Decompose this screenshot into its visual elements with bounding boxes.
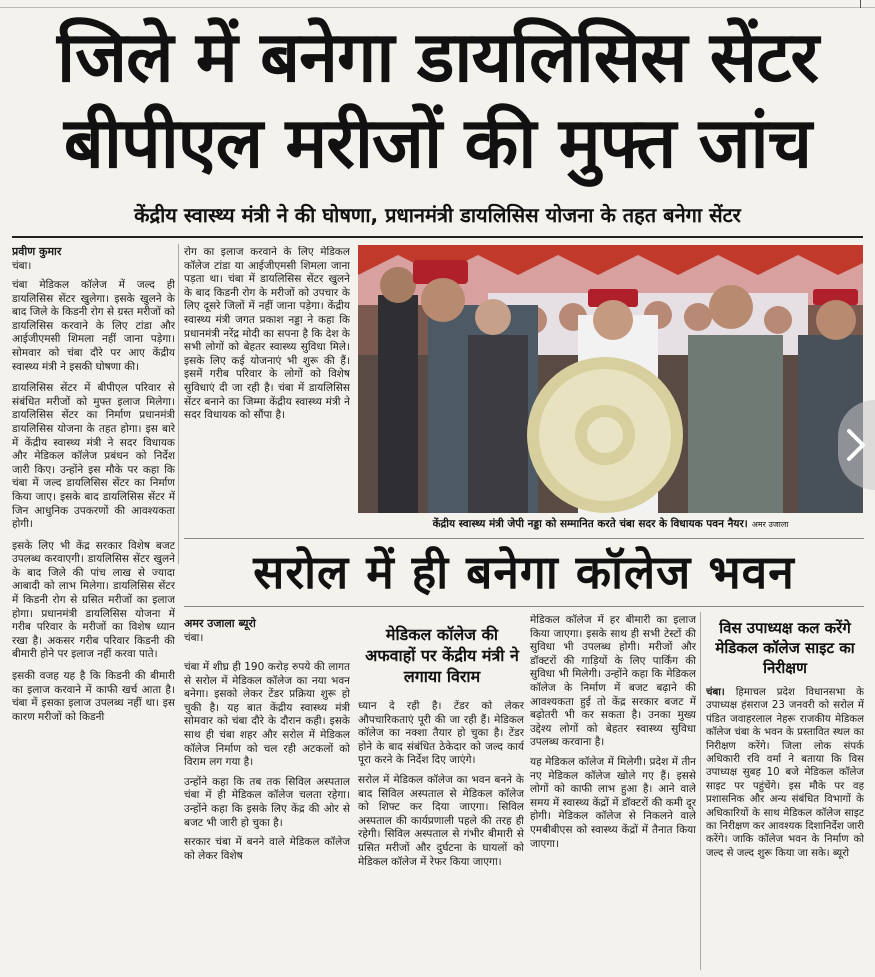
story1-paragraph: इसकी वजह यह है कि किडनी की बीमारी का इलाज करवाने में काफी खर्च आता है। चंबा में इसका इलाज उपलब्ध नहीं था। इस कारण मरीजों को किडनी bbox=[12, 670, 175, 723]
story2-paragraph: ध्यान दे रही है। टेंडर को लेकर औपचारिकताएं पूरी की जा रही हैं। मेडिकल कॉलेज का नक्शा तैयार हो चुका है। टेंडर होने के बाद संबंधित ठेकेदार को जल्द कार्य पूरा करने के निर्देश दिए जाएंगे। bbox=[358, 700, 524, 767]
story2-author: अमर उजाला ब्यूरो bbox=[184, 617, 256, 630]
column-divider bbox=[178, 244, 179, 564]
column-divider bbox=[700, 612, 701, 970]
story1-paragraph: चंबा मेडिकल कॉलेज में जल्द ही डायलिसिस सेंटर खुलेगा। इसके खुलने के बाद जिले के किडनी रोग से ग्रस्त मरीजों को डायलिसिस करवाने के लिए टांडा और आईजीएमसी शिमला नहीं जाना पड़ेगा। सोमवार को चंबा दौरे पर आए केंद्रीय स्वास्थ्य मंत्री ने इसकी घोषणा की। bbox=[12, 279, 175, 373]
story3-paragraph: हिमाचल प्रदेश विधानसभा के उपाध्यक्ष हंसराज 23 जनवरी को सरोल में पंडित जवाहरलाल नेहरू राजकीय मेडिकल कॉलेज चंबा के भवन के प्रस्तावित स्थल का निरीक्षण करेंगे। जिला लोक संपर्क अधिकारी रवि वर्मा ने बताया कि विस उपाध्यक्ष सुबह 10 बजे मेडिकल कॉलेज साइट पर पहुंचेंगे। इस मौके पर वह प्रशासनिक और अन्य संबंधित विभागों के अधिकारियों के साथ मेडिकल कॉलेज साइट का निरीक्षण कर आवश्यक दिशानिर्देश जारी करेंगे। जाकि कॉलेज भवन के निर्माण को जल्द से जल्द शुरू किया जा सके। ब्यूरो bbox=[706, 687, 864, 859]
divider bbox=[12, 236, 863, 238]
story1-paragraph: इसके लिए भी केंद्र सरकार विशेष बजट उपलब्ध करवाएगी। डायलिसिस सेंटर खुलने के बाद जिले की पांच लाख से ज्यादा आबादी को लाभ मिलेगा। डायलिसिस सेंटर में किडनी रोग से ग्रसित मरीजों का इलाज होगा। प्रधानमंत्री डायलिसिस योजना में गरीब परिवार के मरीजों का विशेष ध्यान रखा है। अकसर गरीब परिवार किडनी की बीमारी होने पर इलाज नहीं करवा पाते। bbox=[12, 539, 175, 661]
photo-credit: अमर उजाला bbox=[751, 520, 789, 529]
divider bbox=[184, 538, 864, 539]
corner-mark bbox=[860, 0, 861, 8]
event-photo bbox=[358, 245, 863, 513]
story2-paragraph: सरोल में मेडिकल कॉलेज का भवन बनने के बाद सिविल अस्पताल से मेडिकल कॉलेज को शिफ्ट कर दिया जाएगा। सिविल अस्पताल की कार्यप्रणाली पहले की तरह ही रहेगी। सिविल अस्पताल से गंभीर बीमारी से ग्रसित मरीजों और दुर्घटना के घायलों को मेडिकल कॉलेज में रेफर किया जाएगा। bbox=[358, 773, 524, 868]
story1-column2 bbox=[184, 246, 350, 536]
story2-place: चंबा। bbox=[184, 632, 204, 644]
story1-place: चंबा। bbox=[12, 260, 32, 272]
photo-illustration bbox=[358, 245, 863, 513]
divider bbox=[184, 606, 864, 607]
story1-paragraph: रोग का इलाज करवाने के लिए मेडिकल कॉलेज टांडा या आईजीएमसी शिमला जाना पड़ता था। चंबा में डायलिसिस सेंटर खुलने के बाद किडनी रोग के मरीजों को उपचार के लिए दूसरे जिलों में नहीं जाना पड़ेगा। केंद्रीय स्वास्थ्य मंत्री जगत प्रकाश नड्डा ने कहा कि प्रधानमंत्री नरेंद्र मोदी का सपना है कि देश के सभी लोगों को बेहतर स्वास्थ्य सुविधा मिले। इसके लिए कई योजनाएं भी शुरू की हैं। इसमें गरीब परिवार के लोगों को विशेष सुविधाएं दी जा रही है। चंबा में डायलिसिस सेंटर बनाने का जिम्मा केंद्रीय स्वास्थ्य मंत्री ने सदर विधायक को सौंपा है। bbox=[184, 246, 350, 422]
story2-box-headline: मेडिकल कॉलेज की अफवाहों पर केंद्रीय मंत्री ने लगाया विराम bbox=[365, 625, 519, 686]
main-headline-line2: बीपीएल मरीजों की मुफ्त जांच bbox=[63, 102, 812, 184]
caption-text: केंद्रीय स्वास्थ्य मंत्री जेपी नड्डा को सम्मानित करते चंबा सदर के विधायक पवन नैयर। bbox=[432, 518, 748, 530]
story3-place: चंबा। bbox=[706, 687, 725, 698]
story2-column2 bbox=[358, 700, 524, 972]
sub-headline: केंद्रीय स्वास्थ्य मंत्री ने की घोषणा, प्रधानमंत्री डायलिसिस योजना के तहत बनेगा सेंटर bbox=[134, 203, 741, 227]
story2-paragraph: सरकार चंबा में बनने वाले मेडिकल कॉलेज को लेकर विशेष bbox=[184, 836, 350, 862]
story1-column1 bbox=[12, 244, 175, 970]
photo-caption bbox=[358, 514, 863, 534]
top-border bbox=[0, 0, 875, 8]
story3-headline: विस उपाध्यक्ष कल करेंगे मेडिकल कॉलेज साइट का निरीक्षण bbox=[715, 619, 855, 677]
story3-body bbox=[706, 686, 864, 972]
story2-paragraph: चंबा में शीघ्र ही 190 करोड़ रुपये की लागत से सरोल में मेडिकल कॉलेज का नया भवन बनेगा। इसको लेकर टेंडर प्रक्रिया शुरू हो चुकी है। यह बात केंद्रीय स्वास्थ्य मंत्री सोमवार को चंबा दौरे के दौरान कही। इसके साथ ही चंबा शहर और सरोल में मेडिकल कॉलेज निर्माण को चल रही अटकलों को विराम लग गया है। bbox=[184, 661, 350, 769]
story2-column1 bbox=[184, 616, 350, 972]
main-headline-line1: जिले में बनेगा डायलिसिस सेंटर bbox=[57, 16, 818, 98]
chevron-right-icon bbox=[844, 428, 868, 462]
story2-headline: सरोल में ही बनेगा कॉलेज भवन bbox=[253, 545, 795, 599]
story2-column3 bbox=[530, 614, 696, 972]
story2-paragraph: उन्होंने कहा कि तब तक सिविल अस्पताल चंबा में ही मेडिकल कॉलेज चलता रहेगा। उन्होंने कहा कि इसके लिए केंद्र की ओर से बजट भी जारी हो चुका है। bbox=[184, 775, 350, 829]
story1-author: प्रवीण कुमार bbox=[12, 245, 62, 258]
story2-paragraph: यह मेडिकल कॉलेज में मिलेगी। प्रदेश में तीन नए मेडिकल कॉलेज खोले गए हैं। इससे लोगों को काफी लाभ हुआ है। आने वाले समय में स्वास्थ्य केंद्रों में डॉक्टरों की कमी दूर होगी। मेडिकल कॉलेज से निकलने वाले एमबीबीएस को स्वास्थ्य केंद्रों में तैनात किया जाएगा। bbox=[530, 755, 696, 850]
story1-paragraph: डायलिसिस सेंटर में बीपीएल परिवार से संबंधित मरीजों को मुफ्त इलाज मिलेगा। डायलिसिस सेंटर का निर्माण प्रधानमंत्री डायलिसिस योजना के तहत होगा। इस बारे में केंद्रीय स्वास्थ्य मंत्री ने सदर विधायक और मेडिकल कॉलेज प्रबंधन को निर्देश जारी किए। उन्होंने इस मौके पर कहा कि चंबा में जल्द डायलिसिस सेंटर का निर्माण किया जाए। इसके बाद डायलिसिस सेंटर में जिन आधुनिक उपकरणों की आवश्यकता होगी। bbox=[12, 382, 175, 531]
story2-paragraph: मेडिकल कॉलेज में हर बीमारी का इलाज किया जाएगा। इसके साथ ही सभी टेस्टों की सुविधा भी उपलब्ध होगी। मरीजों और डॉक्टरों की गाड़ियों के लिए पार्किंग की सुविधा भी मिलेगी। उन्होंने कहा कि मेडिकल कॉलेज के निर्माण में बजट बढ़ाने की आवश्यकता हुई तो केंद्र सरकार बजट में बढ़ोतरी भी कर सकता है। उनका मुख्य उद्देश्य लोगों को बेहतर स्वास्थ्य सुविधा उपलब्ध करवाना है। bbox=[530, 614, 696, 749]
